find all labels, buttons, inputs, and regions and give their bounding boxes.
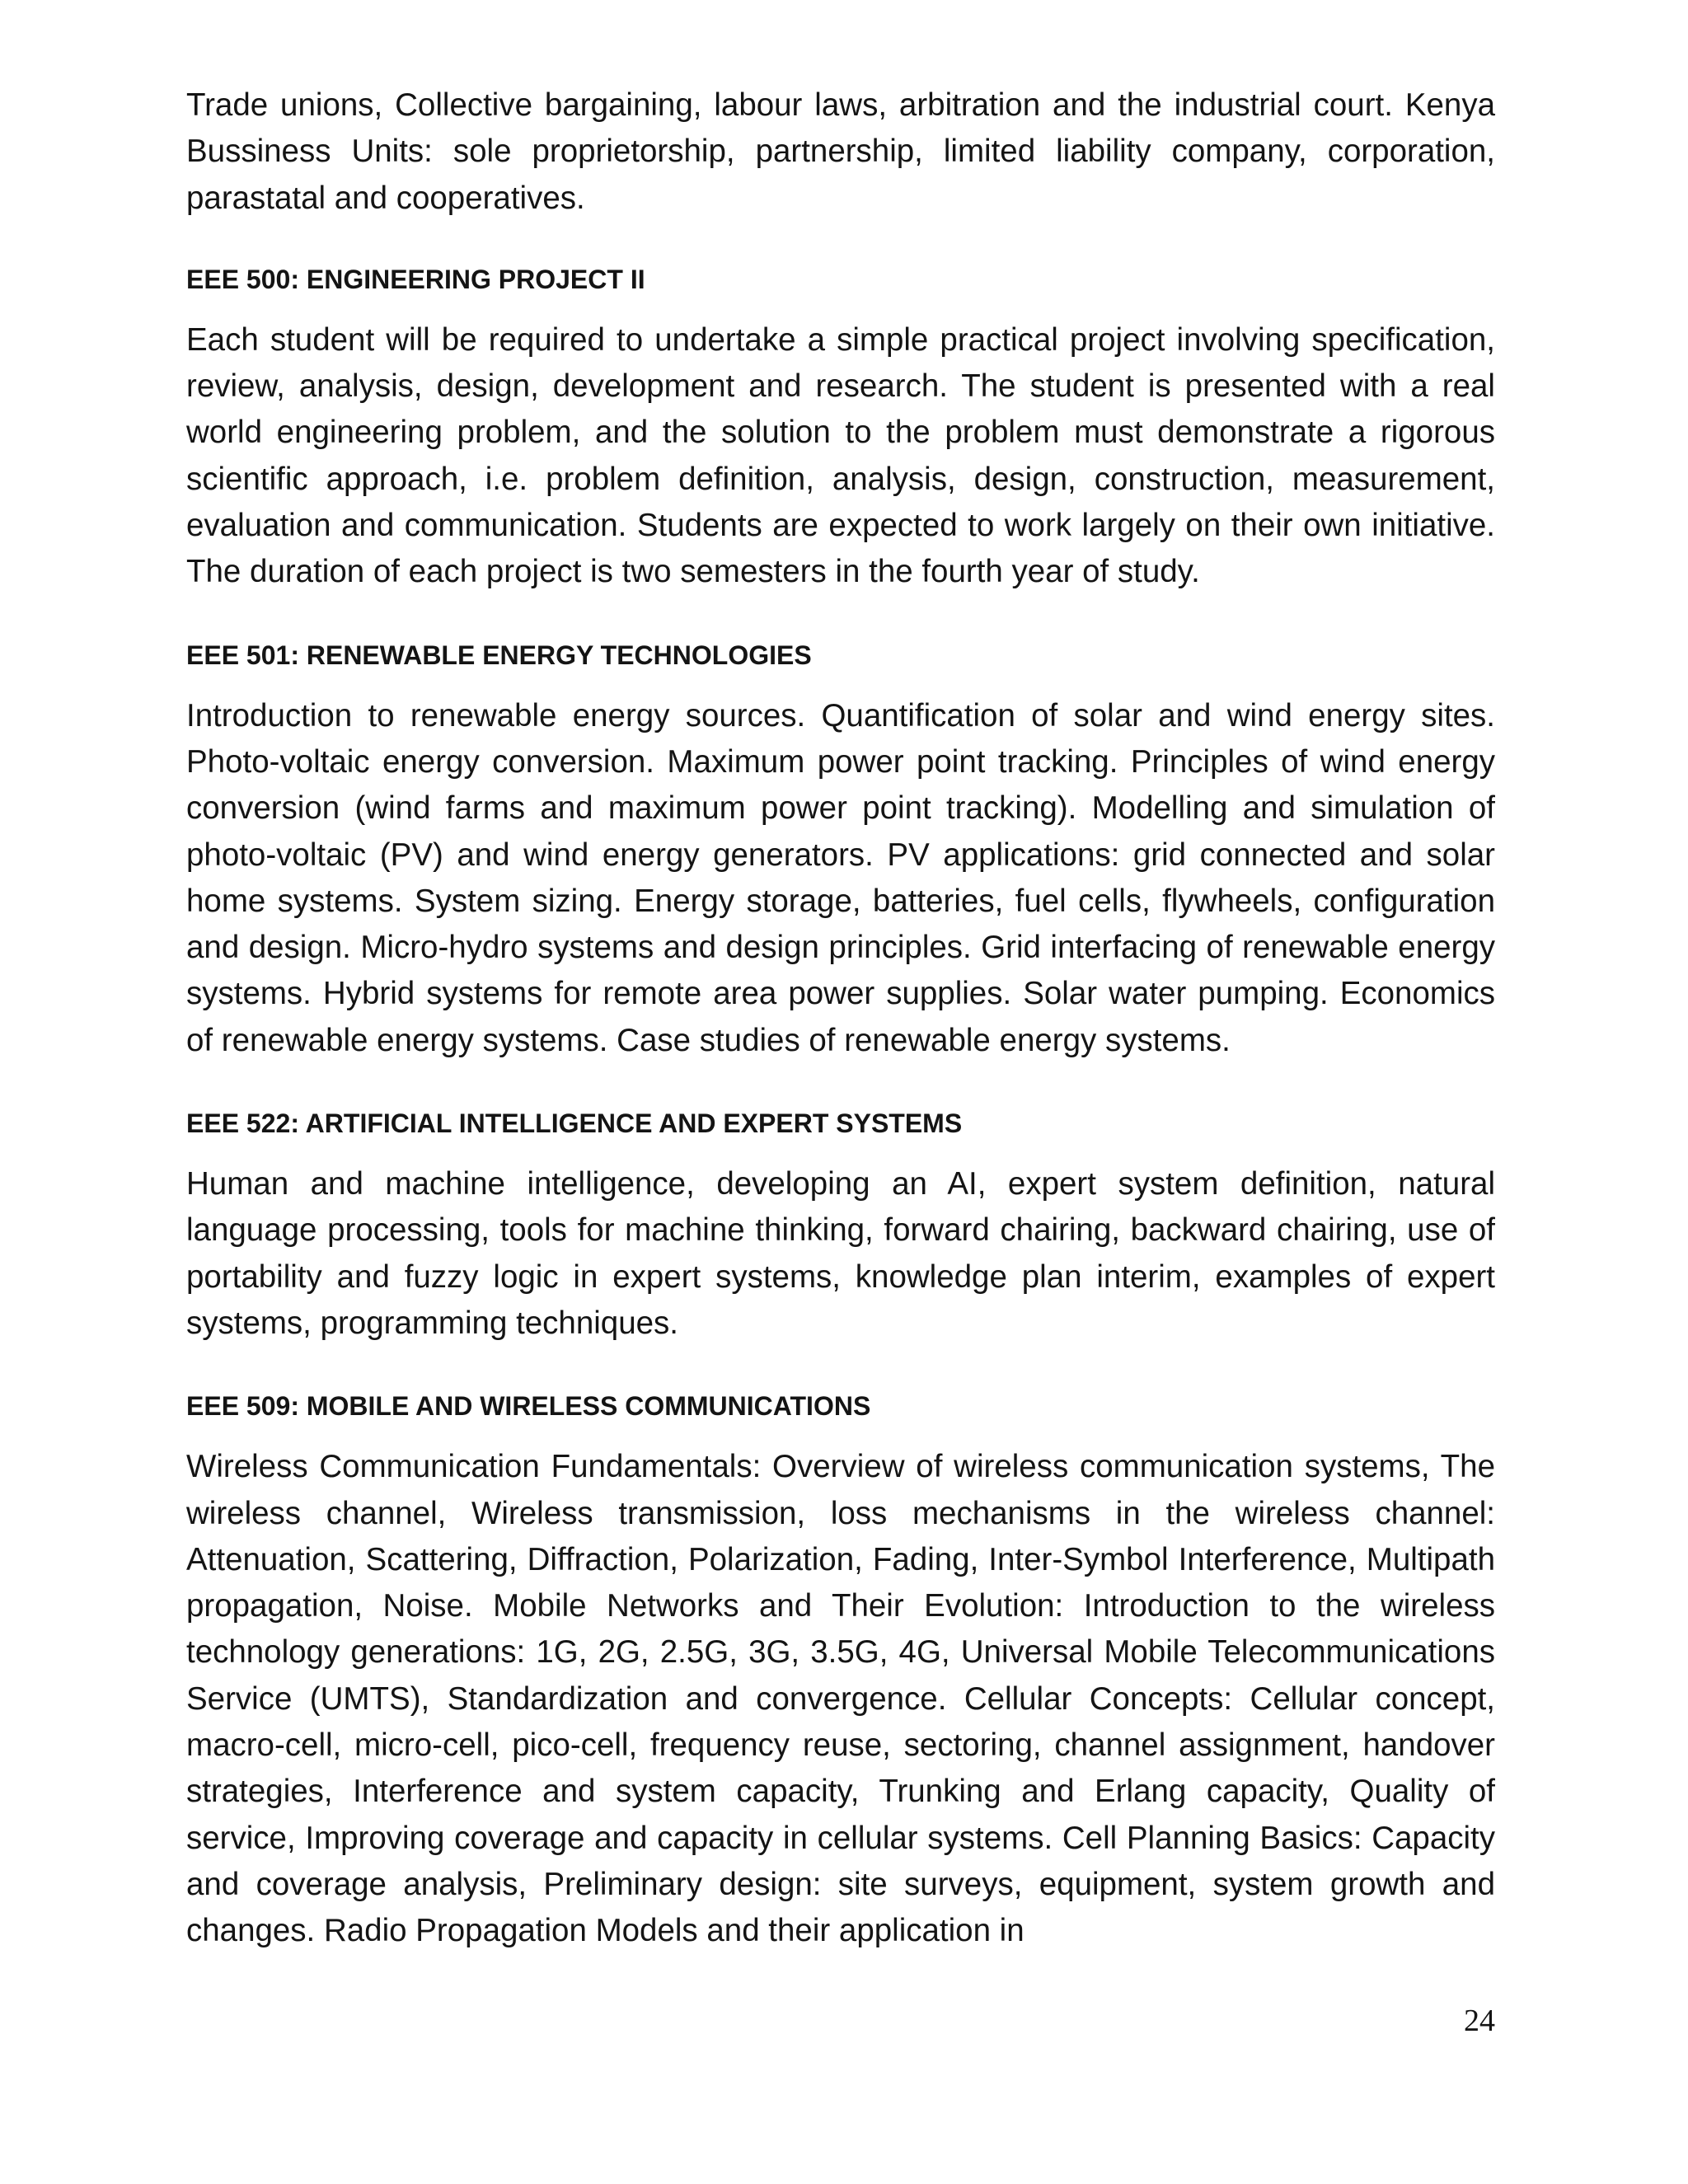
section-eee-509 (186, 1390, 1495, 1954)
intro-paragraph: Trade unions, Collective bargaining, labour laws, arbitration and the industrial court. Kenya Bussiness Units: sole proprietorship, partnership, limited liability company, corporation, parastatal and cooperatives. (186, 87, 1495, 216)
section-heading: EEE 509: MOBILE AND WIRELESS COMMUNICATIONS (186, 1391, 871, 1422)
section-body: Each student will be required to undertake a simple practical project involving specification, review, analysis, design, development and research. The student is presented with a real world engineering problem, and the solution to the problem must demonstrate a rigorous scientific approach, i.e. problem definition, analysis, design, construction, measurement, evaluation and communication. Students are expected to work largely on their own initiative. The duration of each project is two semesters in the fourth year of study. (186, 321, 1495, 590)
section-body: Human and machine intelligence, developing an AI, expert system definition, natural language processing, tools for machine thinking, forward chairing, backward chairing, use of portability and fuzzy logic in expert systems, knowledge plan interim, examples of expert systems, programming techniques. (186, 1166, 1495, 1341)
section-heading: EEE 522: ARTIFICIAL INTELLIGENCE AND EXPERT SYSTEMS (186, 1108, 963, 1139)
section-eee-522 (186, 1107, 1495, 1347)
section-eee-501 (186, 639, 1495, 1064)
section-body: Introduction to renewable energy sources. Quantification of solar and wind energy sites. Photo-voltaic energy conversion. Maximum power point tracking. Principles of wind energy conversion (wind farms and maximum power point tracking). Modelling and simulation of photo-voltaic (PV) and wind energy generators. PV applications: grid connected and solar home systems. System sizing. Energy storage, batteries, fuel cells, flywheels, configuration and design. Micro-hydro systems and design principles. Grid interfacing of renewable energy systems. Hybrid systems for remote area power supplies. Solar water pumping. Economics of renewable energy systems. Case studies of renewable energy systems. (186, 697, 1495, 1058)
section-heading: EEE 500: ENGINEERING PROJECT II (186, 264, 645, 294)
section-body: Wireless Communication Fundamentals: Overview of wireless communication systems, The wireless channel, Wireless transmission, loss mechanisms in the wireless channel: Attenuation, Scattering, Diffraction, Polarization, Fading, Inter-Symbol Interference, Multipath propagation, Noise. Mobile Networks and Their Evolution: Introduction to the wireless technology generations: 1G, 2G, 2.5G, 3G, 3.5G, 4G, Universal Mobile Telecommunications Service (UMTS), Standardization and convergence. Cellular Concepts: Cellular concept, macro-cell, micro-cell, pico-cell, frequency reuse, sectoring, channel assignment, handover strategies, Interference and system capacity, Trunking and Erlang capacity, Quality of service, Improving coverage and capacity in cellular systems. Cell Planning Basics: Capacity and coverage analysis, Preliminary design: site surveys, equipment, system growth and changes. Radio Propagation Models and their application in (186, 1449, 1495, 1949)
section-heading: EEE 501: RENEWABLE ENERGY TECHNOLOGIES (186, 640, 812, 670)
section-eee-500 (186, 263, 1495, 596)
page-number: 24 (1464, 2004, 1495, 2038)
document-page (186, 82, 1495, 1998)
